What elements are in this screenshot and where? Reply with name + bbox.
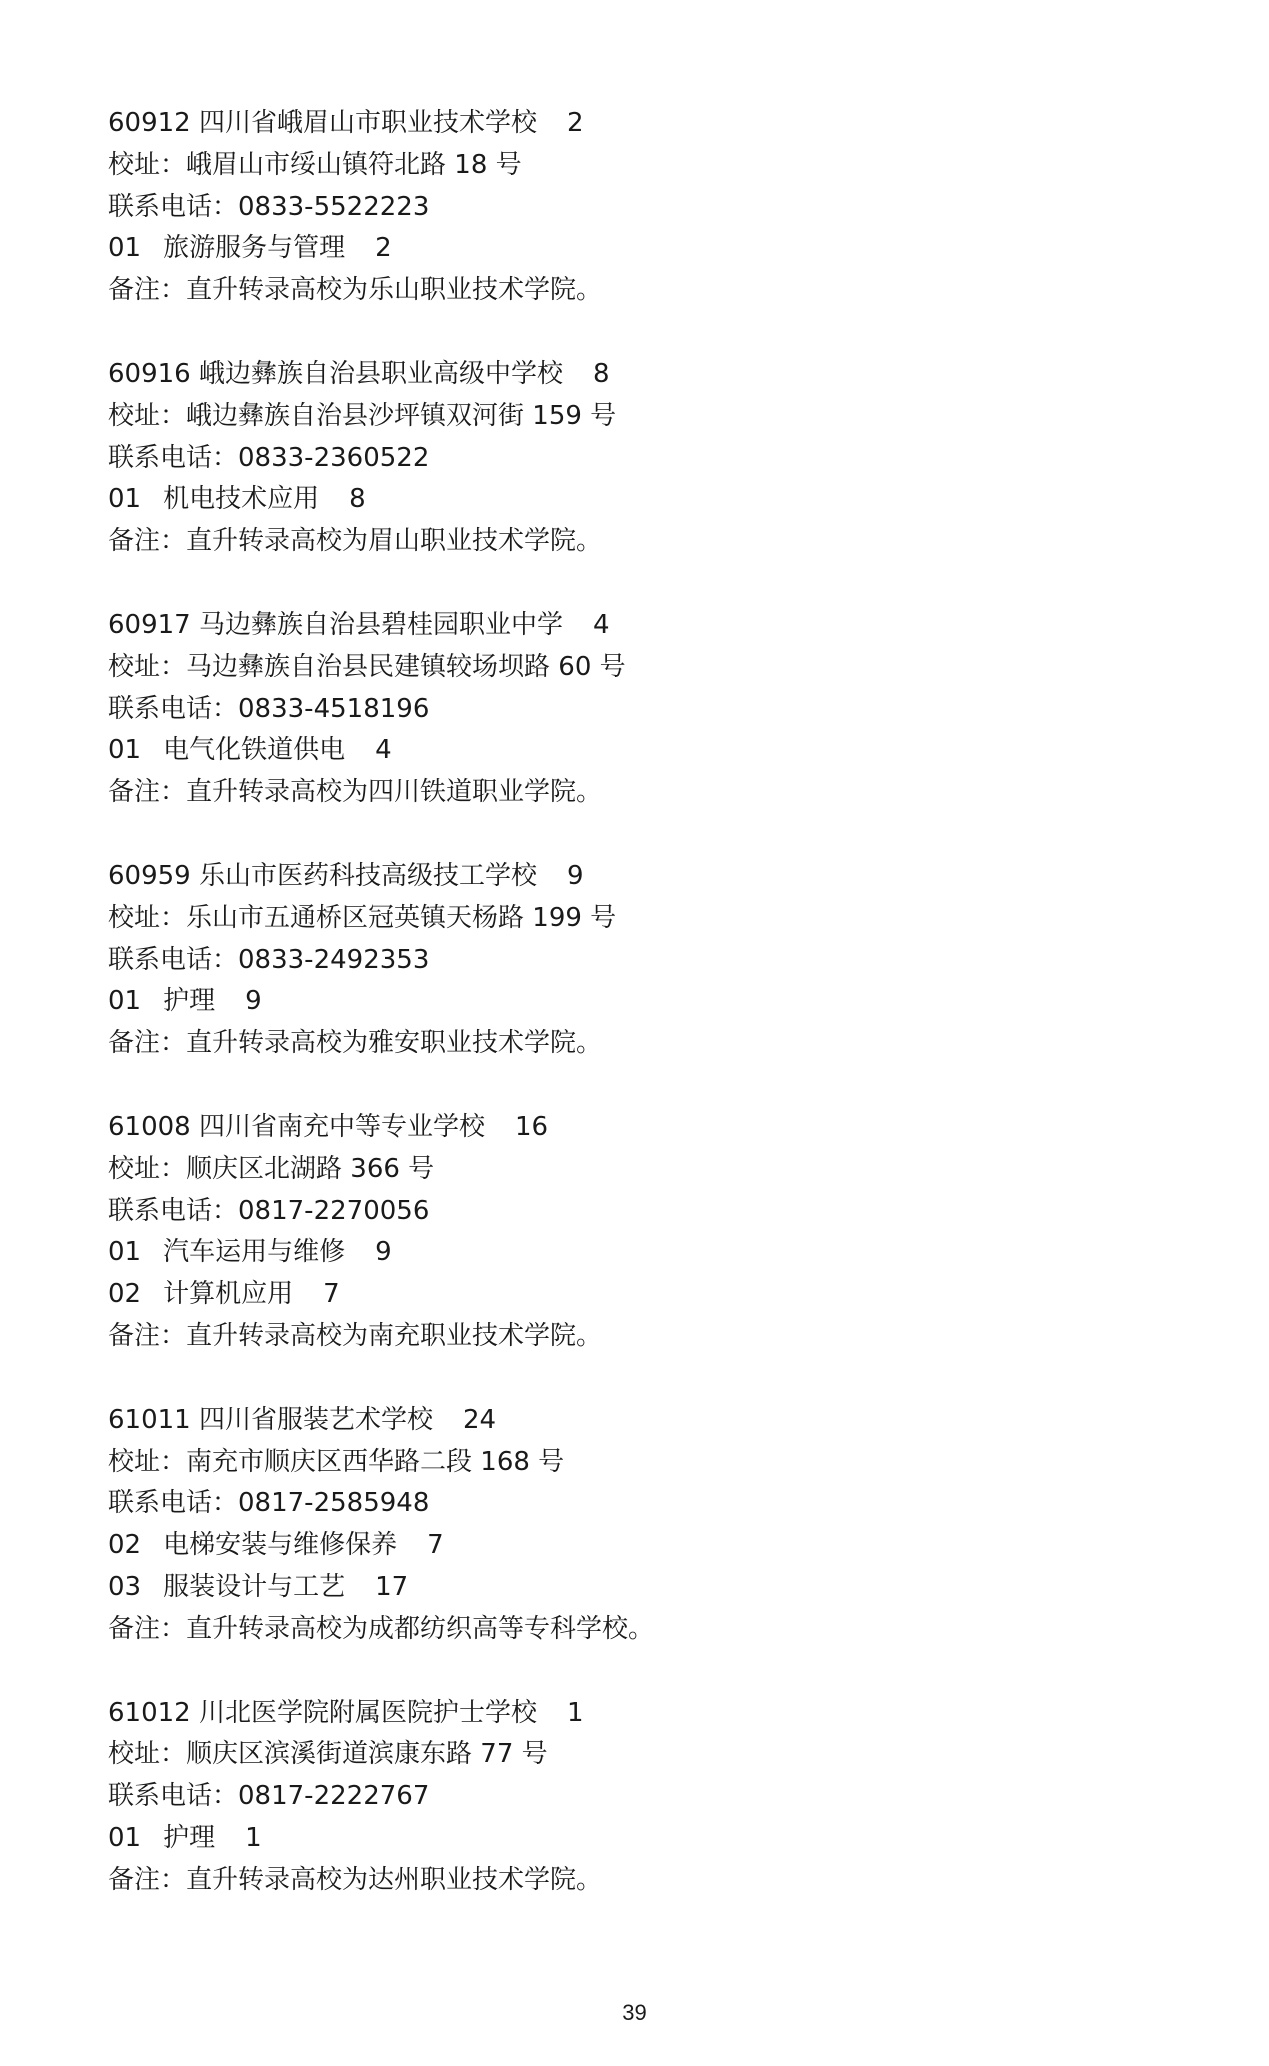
school-note: 备注：直升转录高校为南充职业技术学院。 [108,1320,603,1351]
school-code: 61011 [108,1404,191,1435]
major-quota: 7 [427,1530,444,1561]
school-quota: 8 [593,358,610,389]
school-name: 峨边彝族自治县职业高级中学校 [198,358,563,389]
school-entry [108,1400,1168,1651]
school-note: 备注：直升转录高校为四川铁道职业学院。 [108,777,603,808]
major-code: 02 [108,1279,142,1310]
major-name: 旅游服务与管理 [163,233,346,264]
major-row [108,1525,1168,1567]
school-name: 乐山市医药科技高级技工学校 [198,860,537,891]
major-name: 计算机应用 [163,1279,294,1310]
school-phone: 联系电话：0833-4518196 [108,693,430,724]
major-row [108,479,1168,521]
school-address: 校址：峨边彝族自治县沙坪镇双河街 159 号 [108,400,617,431]
major-code: 01 [108,735,142,766]
school-code: 60912 [108,108,191,138]
document-body [108,103,1168,1943]
major-name: 护理 [163,1822,216,1853]
school-note: 备注：直升转录高校为眉山职业技术学院。 [108,526,603,557]
major-name: 汽车运用与维修 [163,1237,346,1268]
school-phone: 联系电话：0833-2360522 [108,442,430,473]
major-name: 护理 [163,986,216,1017]
school-address: 校址：顺庆区北湖路 366 号 [108,1153,435,1184]
major-quota: 7 [323,1279,340,1310]
school-address: 校址：峨眉山市绥山镇符北路 18 号 [108,149,522,180]
major-name: 机电技术应用 [163,484,320,515]
school-header [108,1693,1168,1735]
major-quota: 2 [375,233,392,264]
school-code: 60916 [108,358,191,389]
school-phone: 联系电话：0817-2270056 [108,1195,430,1226]
major-name: 服装设计与工艺 [163,1571,346,1602]
major-row [108,1567,1168,1609]
major-quota: 17 [375,1571,409,1602]
school-note: 备注：直升转录高校为成都纺织高等专科学校。 [108,1613,655,1644]
school-header [108,605,1168,647]
school-note: 备注：直升转录高校为达州职业技术学院。 [108,1864,603,1895]
page-number: 39 [622,2000,647,2025]
school-phone: 联系电话：0817-2585948 [108,1488,430,1519]
school-address: 校址：顺庆区滨溪街道滨康东路 77 号 [108,1739,548,1770]
school-note: 备注：直升转录高校为雅安职业技术学院。 [108,1028,603,1059]
school-header [108,1107,1168,1149]
school-note: 备注：直升转录高校为乐山职业技术学院。 [108,275,603,306]
school-name: 四川省南充中等专业学校 [198,1111,485,1142]
school-quota: 2 [567,108,584,138]
major-row [108,1232,1168,1274]
school-name: 川北医学院附属医院护士学校 [198,1697,537,1728]
major-quota: 4 [375,735,392,766]
school-address: 校址：南充市顺庆区西华路二段 168 号 [108,1446,565,1477]
major-code: 01 [108,1822,142,1853]
major-code: 01 [108,484,142,515]
school-code: 61012 [108,1697,191,1728]
major-row [108,1818,1168,1860]
school-quota: 1 [567,1697,584,1728]
school-code: 60917 [108,609,191,640]
school-phone: 联系电话：0817-2222767 [108,1781,430,1812]
school-entry [108,856,1168,1065]
school-name: 四川省峨眉山市职业技术学校 [198,108,537,138]
school-header [108,354,1168,396]
school-quota: 9 [567,860,584,891]
school-entry [108,1107,1168,1358]
major-name: 电气化铁道供电 [163,735,346,766]
school-name: 马边彝族自治县碧桂园职业中学 [198,609,563,640]
school-code: 60959 [108,860,191,891]
major-name: 电梯安装与维修保养 [163,1530,398,1561]
school-quota: 4 [593,609,610,640]
major-quota: 8 [349,484,366,515]
school-address: 校址：乐山市五通桥区冠英镇天杨路 199 号 [108,902,617,933]
major-code: 02 [108,1530,142,1561]
school-phone: 联系电话：0833-5522223 [108,191,430,222]
major-row [108,981,1168,1023]
major-code: 03 [108,1571,142,1602]
major-quota: 1 [245,1822,262,1853]
major-code: 01 [108,1237,142,1268]
major-code: 01 [108,233,142,264]
major-row [108,228,1168,270]
major-code: 01 [108,986,142,1017]
school-entry [108,605,1168,814]
school-header [108,1400,1168,1442]
school-quota: 24 [463,1404,497,1435]
major-quota: 9 [245,986,262,1017]
school-code: 61008 [108,1111,191,1142]
school-entry [108,354,1168,563]
major-row [108,1274,1168,1316]
school-header [108,103,1168,145]
school-quota: 16 [515,1111,549,1142]
school-entry [108,103,1168,312]
school-entry [108,1693,1168,1902]
school-header [108,856,1168,898]
school-name: 四川省服装艺术学校 [198,1404,433,1435]
major-quota: 9 [375,1237,392,1268]
school-address: 校址：马边彝族自治县民建镇较场坝路 60 号 [108,651,626,682]
school-phone: 联系电话：0833-2492353 [108,944,430,975]
major-row [108,730,1168,772]
